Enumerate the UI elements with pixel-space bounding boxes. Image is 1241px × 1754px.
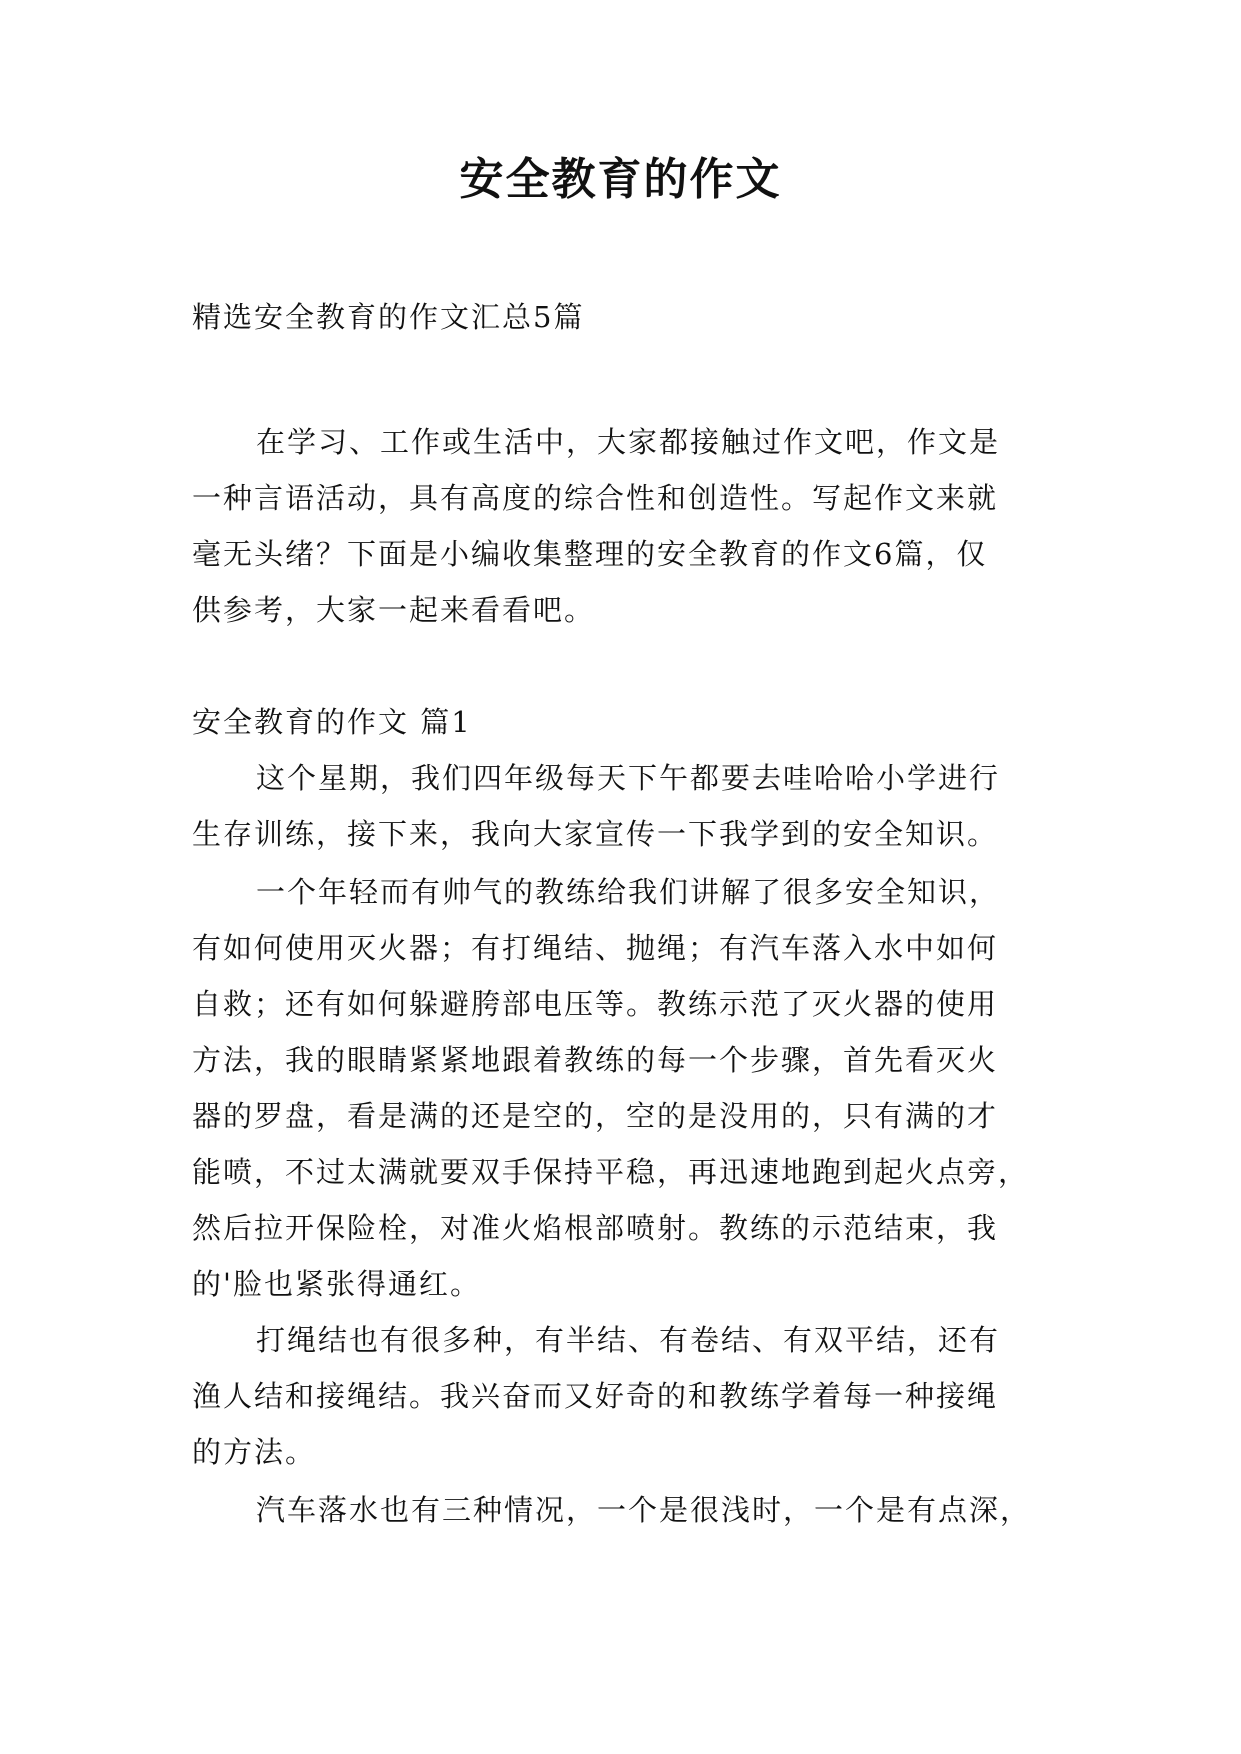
body-line: 一个年轻而有帅气的教练给我们讲解了很多安全知识， [256,875,1001,909]
body-line: 生存训练，接下来，我向大家宣传一下我学到的安全知识。 [192,817,999,851]
document-title: 安全教育的作文 [459,154,782,205]
body-line: 这个星期，我们四年级每天下午都要去哇哈哈小学进行 [256,761,1001,795]
body-line: 自救；还有如何躲避胯部电压等。教练示范了灭火器的使用 [192,987,999,1021]
body-line: 然后拉开保险栓，对准火焰根部喷射。教练的示范结束，我 [192,1211,999,1245]
body-line: 打绳结也有很多种，有半结、有卷结、有双平结，还有 [256,1323,1001,1357]
body-line: 的'脸也紧张得通红。 [192,1267,481,1301]
intro-line: 在学习、工作或生活中，大家都接触过作文吧，作文是 [256,425,1001,459]
section-heading: 安全教育的作文 篇1 [192,705,472,739]
document-subtitle: 精选安全教育的作文汇总5篇 [192,300,585,334]
intro-line: 毫无头绪？下面是小编收集整理的安全教育的作文6篇，仅 [192,537,988,571]
body-line: 有如何使用灭火器；有打绳结、抛绳；有汽车落入水中如何 [192,931,999,965]
body-line: 能喷，不过太满就要双手保持平稳，再迅速地跑到起火点旁， [192,1155,1030,1189]
body-line: 的方法。 [192,1435,317,1469]
body-line: 渔人结和接绳结。我兴奋而又好奇的和教练学着每一种接绳 [192,1379,999,1413]
body-line: 汽车落水也有三种情况，一个是很浅时，一个是有点深， [256,1493,1032,1527]
intro-line: 一种言语活动，具有高度的综合性和创造性。写起作文来就 [192,481,999,515]
intro-line: 供参考，大家一起来看看吧。 [192,593,596,627]
body-line: 方法，我的眼睛紧紧地跟着教练的每一个步骤，首先看灭火 [192,1043,999,1077]
body-line: 器的罗盘，看是满的还是空的，空的是没用的，只有满的才 [192,1099,999,1133]
